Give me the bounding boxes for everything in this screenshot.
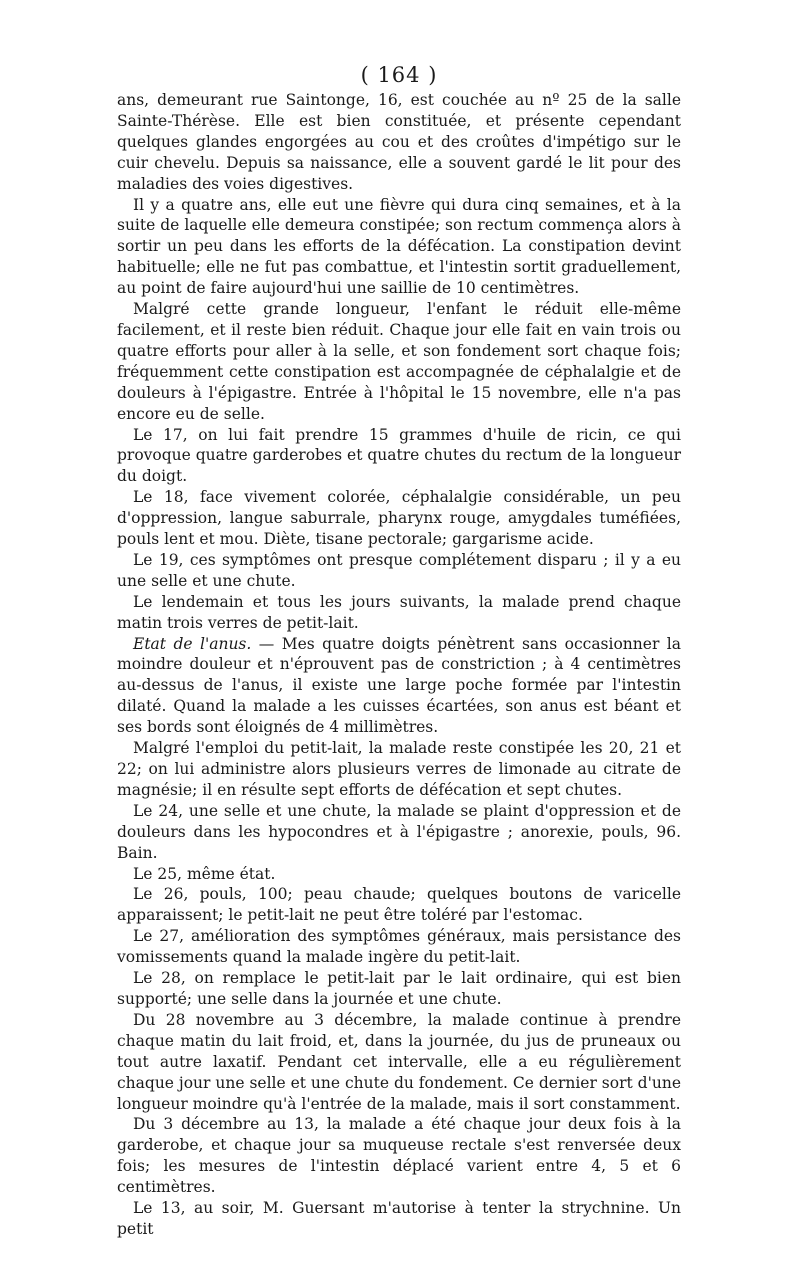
page-number: ( 164 ) (360, 63, 438, 87)
paragraph: Du 28 novembre au 3 décembre, la malade continue à prendre chaque matin du lait froid, et, dans la journée, du jus de pruneaux ou tout autre laxatif. Pendant cet intervalle, elle a eu régulièrement chaque jour une selle et une chute du fondement. Ce dernier sort d'une longueur moindre qu'à l'entrée de la malade, mais il sort constamment. (117, 1010, 681, 1113)
etat-anus-heading: Etat de l'anus. (133, 634, 252, 653)
paragraph: Il y a quatre ans, elle eut une fièvre qui dura cinq semaines, et à la suite de laquelle elle demeura constipée; son rectum commença alors à sortir un peu dans les efforts de la défécation. La constipation devint habituelle; elle ne fut pas combattue, et l'intestin sortit graduellement, au point de faire aujourd'hui une saillie de 10 centimètres. (117, 195, 681, 298)
paragraph: Le lendemain et tous les jours suivants, la malade prend chaque matin trois verres de petit-lait. (117, 592, 681, 632)
paragraph: Malgré cette grande longueur, l'enfant le réduit elle-même facilement, et il reste bien réduit. Chaque jour elle fait en vain trois ou quatre efforts pour aller à la selle, et son fondement sort chaque fois; fréquemment cette constipation est accompagnée de céphalalgie et de douleurs à l'épigastre. Entrée à l'hôpital le 15 novembre, elle n'a pas encore eu de selle. (117, 300, 681, 423)
etat-anus-text: Mes quatre doigts pénètrent sans occasionner la moindre douleur et n'éprouvent pas de constriction ; à 4 centimètres au-dessus de l'anus, il existe une large poche formée par l'intestin dilaté. Quand la malade a les cuisses écartées, son anus est béant et ses bords sont éloignés de 4 millimètres. (117, 634, 681, 737)
paragraph: Le 28, on remplace le petit-lait par le lait ordinaire, qui est bien supporté; une selle dans la journée et une chute. (117, 969, 681, 1008)
paragraph: Du 3 décembre au 13, la malade a été chaque jour deux fois à la garderobe, et chaque jour sa muqueuse rectale s'est renversée deux fois; les mesures de l'intestin déplacé varient entre 4, 5 et 6 centimètres. (117, 1115, 681, 1197)
body-text (117, 90, 681, 1240)
etat-dash: — (251, 634, 282, 653)
paragraph: Le 25, même état. (133, 864, 276, 883)
paragraph: Le 19, ces symptômes ont presque complétement disparu ; il y a eu une selle et une chute. (117, 550, 681, 590)
paragraph-etat-anus (117, 634, 681, 739)
paragraph-last: Le 13, au soir, M. Guersant m'autorise à tenter la strychnine. Un petit (117, 1199, 681, 1238)
document-page (117, 62, 681, 1240)
paragraph: Malgré l'emploi du petit-lait, la malade reste constipée les 20, 21 et 22; on lui administre alors plusieurs verres de limonade au citrate de magnésie; il en résulte sept efforts de défécation et sept chutes. (117, 739, 681, 799)
paragraph: Le 27, amélioration des symptômes généraux, mais persistance des vomissements quand la malade ingère du petit-lait. (117, 927, 681, 967)
paragraph-continuation: ans, demeurant rue Saintonge, 16, est couchée au nº 25 de la salle Sainte-Thérèse. Elle est bien constituée, et présente cependant quelques glandes engorgées au cou et des croûtes d'impétigo sur le cuir chevelu. Depuis sa naissance, elle a souvent gardé le lit pour des maladies des voies digestives. (117, 91, 681, 193)
paragraph: Le 26, pouls, 100; peau chaude; quelques boutons de varicelle apparaissent; le petit-lait ne peut être toléré par l'estomac. (117, 885, 681, 925)
paragraph: Le 18, face vivement colorée, céphalalgie considérable, un peu d'oppression, langue saburrale, pharynx rouge, amygdales tuméfiées, pouls lent et mou. Diète, tisane pectorale; gargarisme acide. (117, 488, 681, 549)
paragraph: Le 24, une selle et une chute, la malade se plaint d'oppression et de douleurs dans les hypocondres et à l'épigastre ; anorexie, pouls, 96. Bain. (117, 801, 681, 862)
paragraph: Le 17, on lui fait prendre 15 grammes d'huile de ricin, ce qui provoque quatre garderobes et quatre chutes du rectum de la longueur du doigt. (117, 425, 681, 486)
